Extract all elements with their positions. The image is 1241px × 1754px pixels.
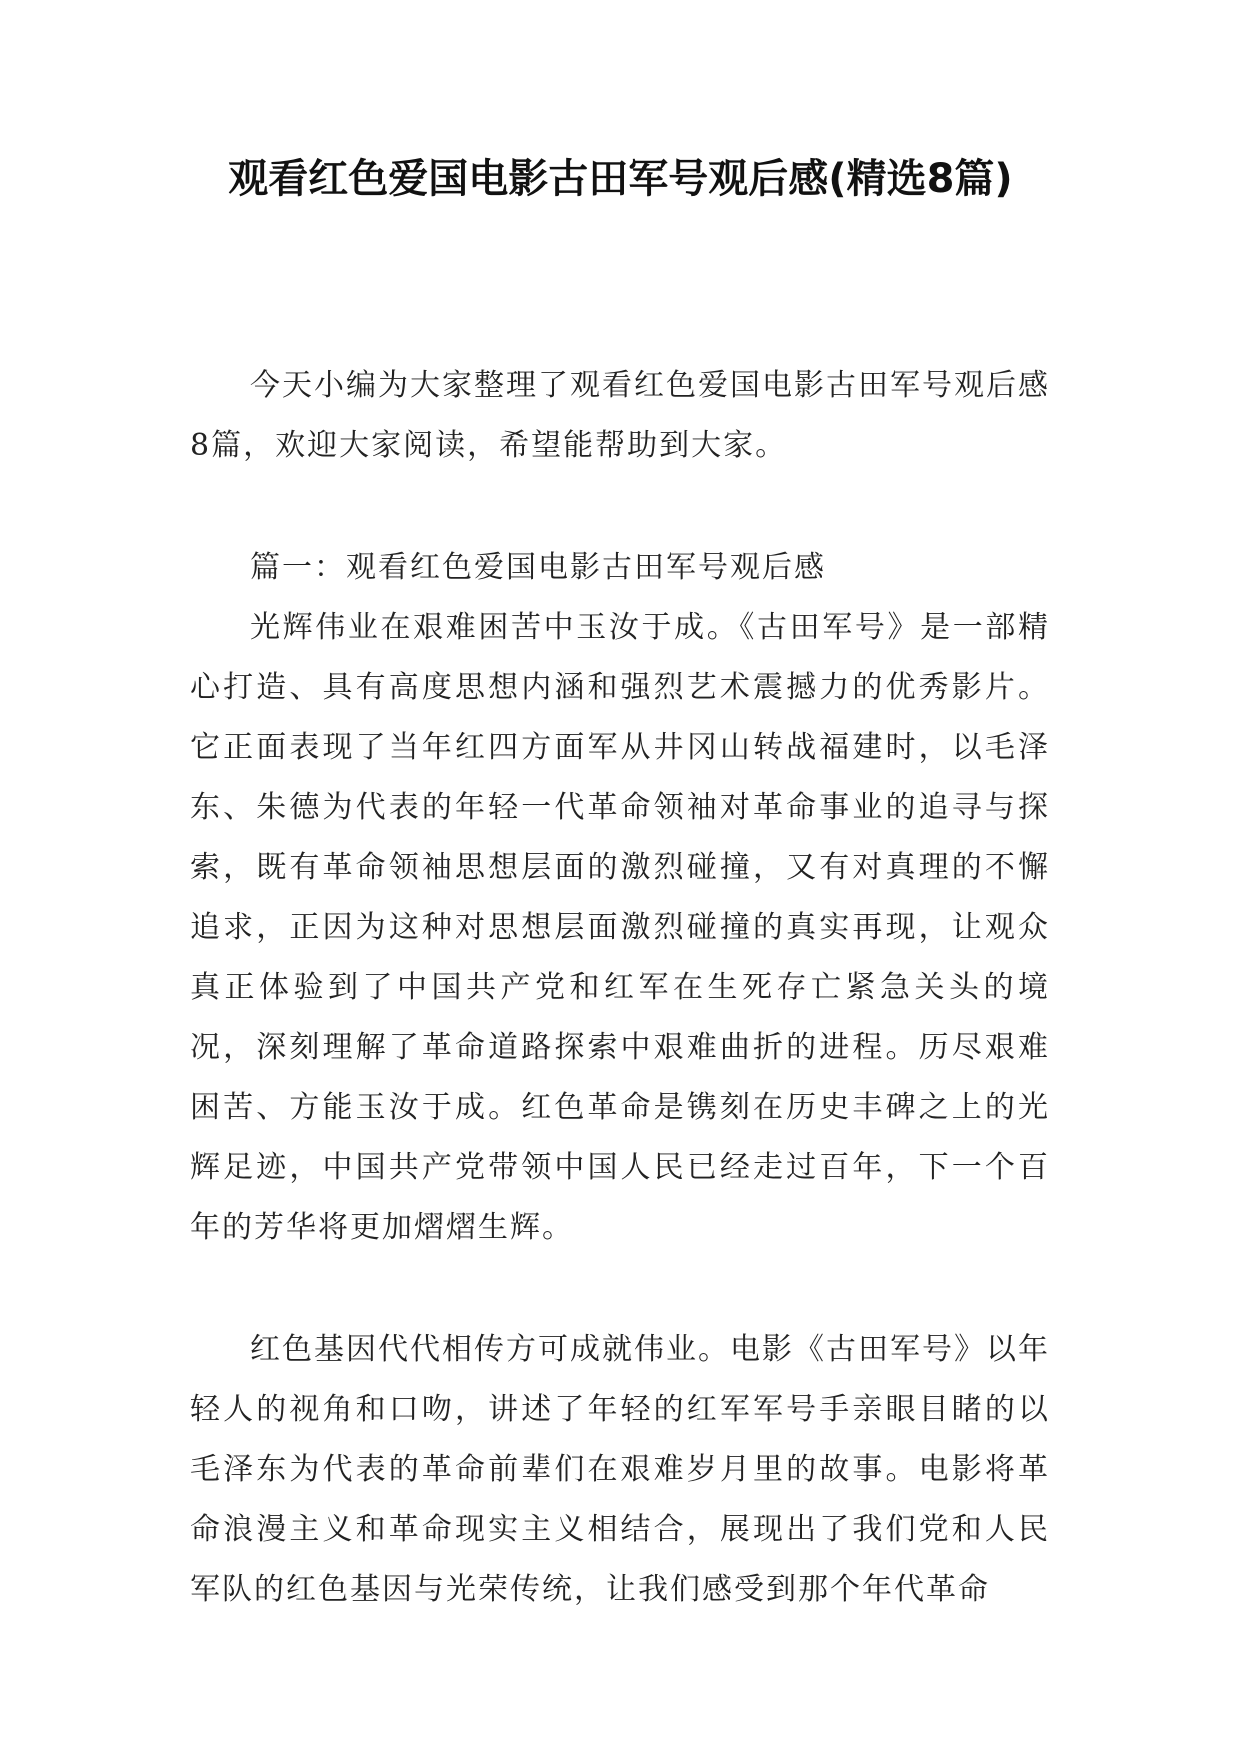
paragraph-spacer (190, 1258, 1050, 1320)
document-body (190, 356, 1050, 1620)
section-heading: 篇一：观看红色爱国电影古田军号观后感 (250, 550, 826, 585)
paragraph-spacer (190, 476, 1050, 538)
intro-paragraph: 今天小编为大家整理了观看红色爱国电影古田军号观后感8篇，欢迎大家阅读，希望能帮助到大家。 (190, 368, 1050, 463)
document-title: 观看红色爱国电影古田军号观后感(精选8篇) (228, 156, 1013, 202)
body-paragraph-2: 红色基因代代相传方可成就伟业。电影《古田军号》以年轻人的视角和口吻，讲述了年轻的红军军号手亲眼目睹的以毛泽东为代表的革命前辈们在艰难岁月里的故事。电影将革命浪漫主义和革命现实主义相结合，展现出了我们党和人民军队的红色基因与光荣传统，让我们感受到那个年代革命 (190, 1332, 1050, 1607)
body-paragraph-1: 光辉伟业在艰难困苦中玉汝于成。《古田军号》是一部精心打造、具有高度思想内涵和强烈艺术震撼力的优秀影片。它正面表现了当年红四方面军从井冈山转战福建时，以毛泽东、朱德为代表的年轻一代革命领袖对革命事业的追寻与探索，既有革命领袖思想层面的激烈碰撞，又有对真理的不懈追求，正因为这种对思想层面激烈碰撞的真实再现，让观众真正体验到了中国共产党和红军在生死存亡紧急关头的境况，深刻理解了革命道路探索中艰难曲折的进程。历尽艰难困苦、方能玉汝于成。红色革命是镌刻在历史丰碑之上的光辉足迹，中国共产党带领中国人民已经走过百年，下一个百年的芳华将更加熠熠生辉。 (190, 610, 1050, 1245)
